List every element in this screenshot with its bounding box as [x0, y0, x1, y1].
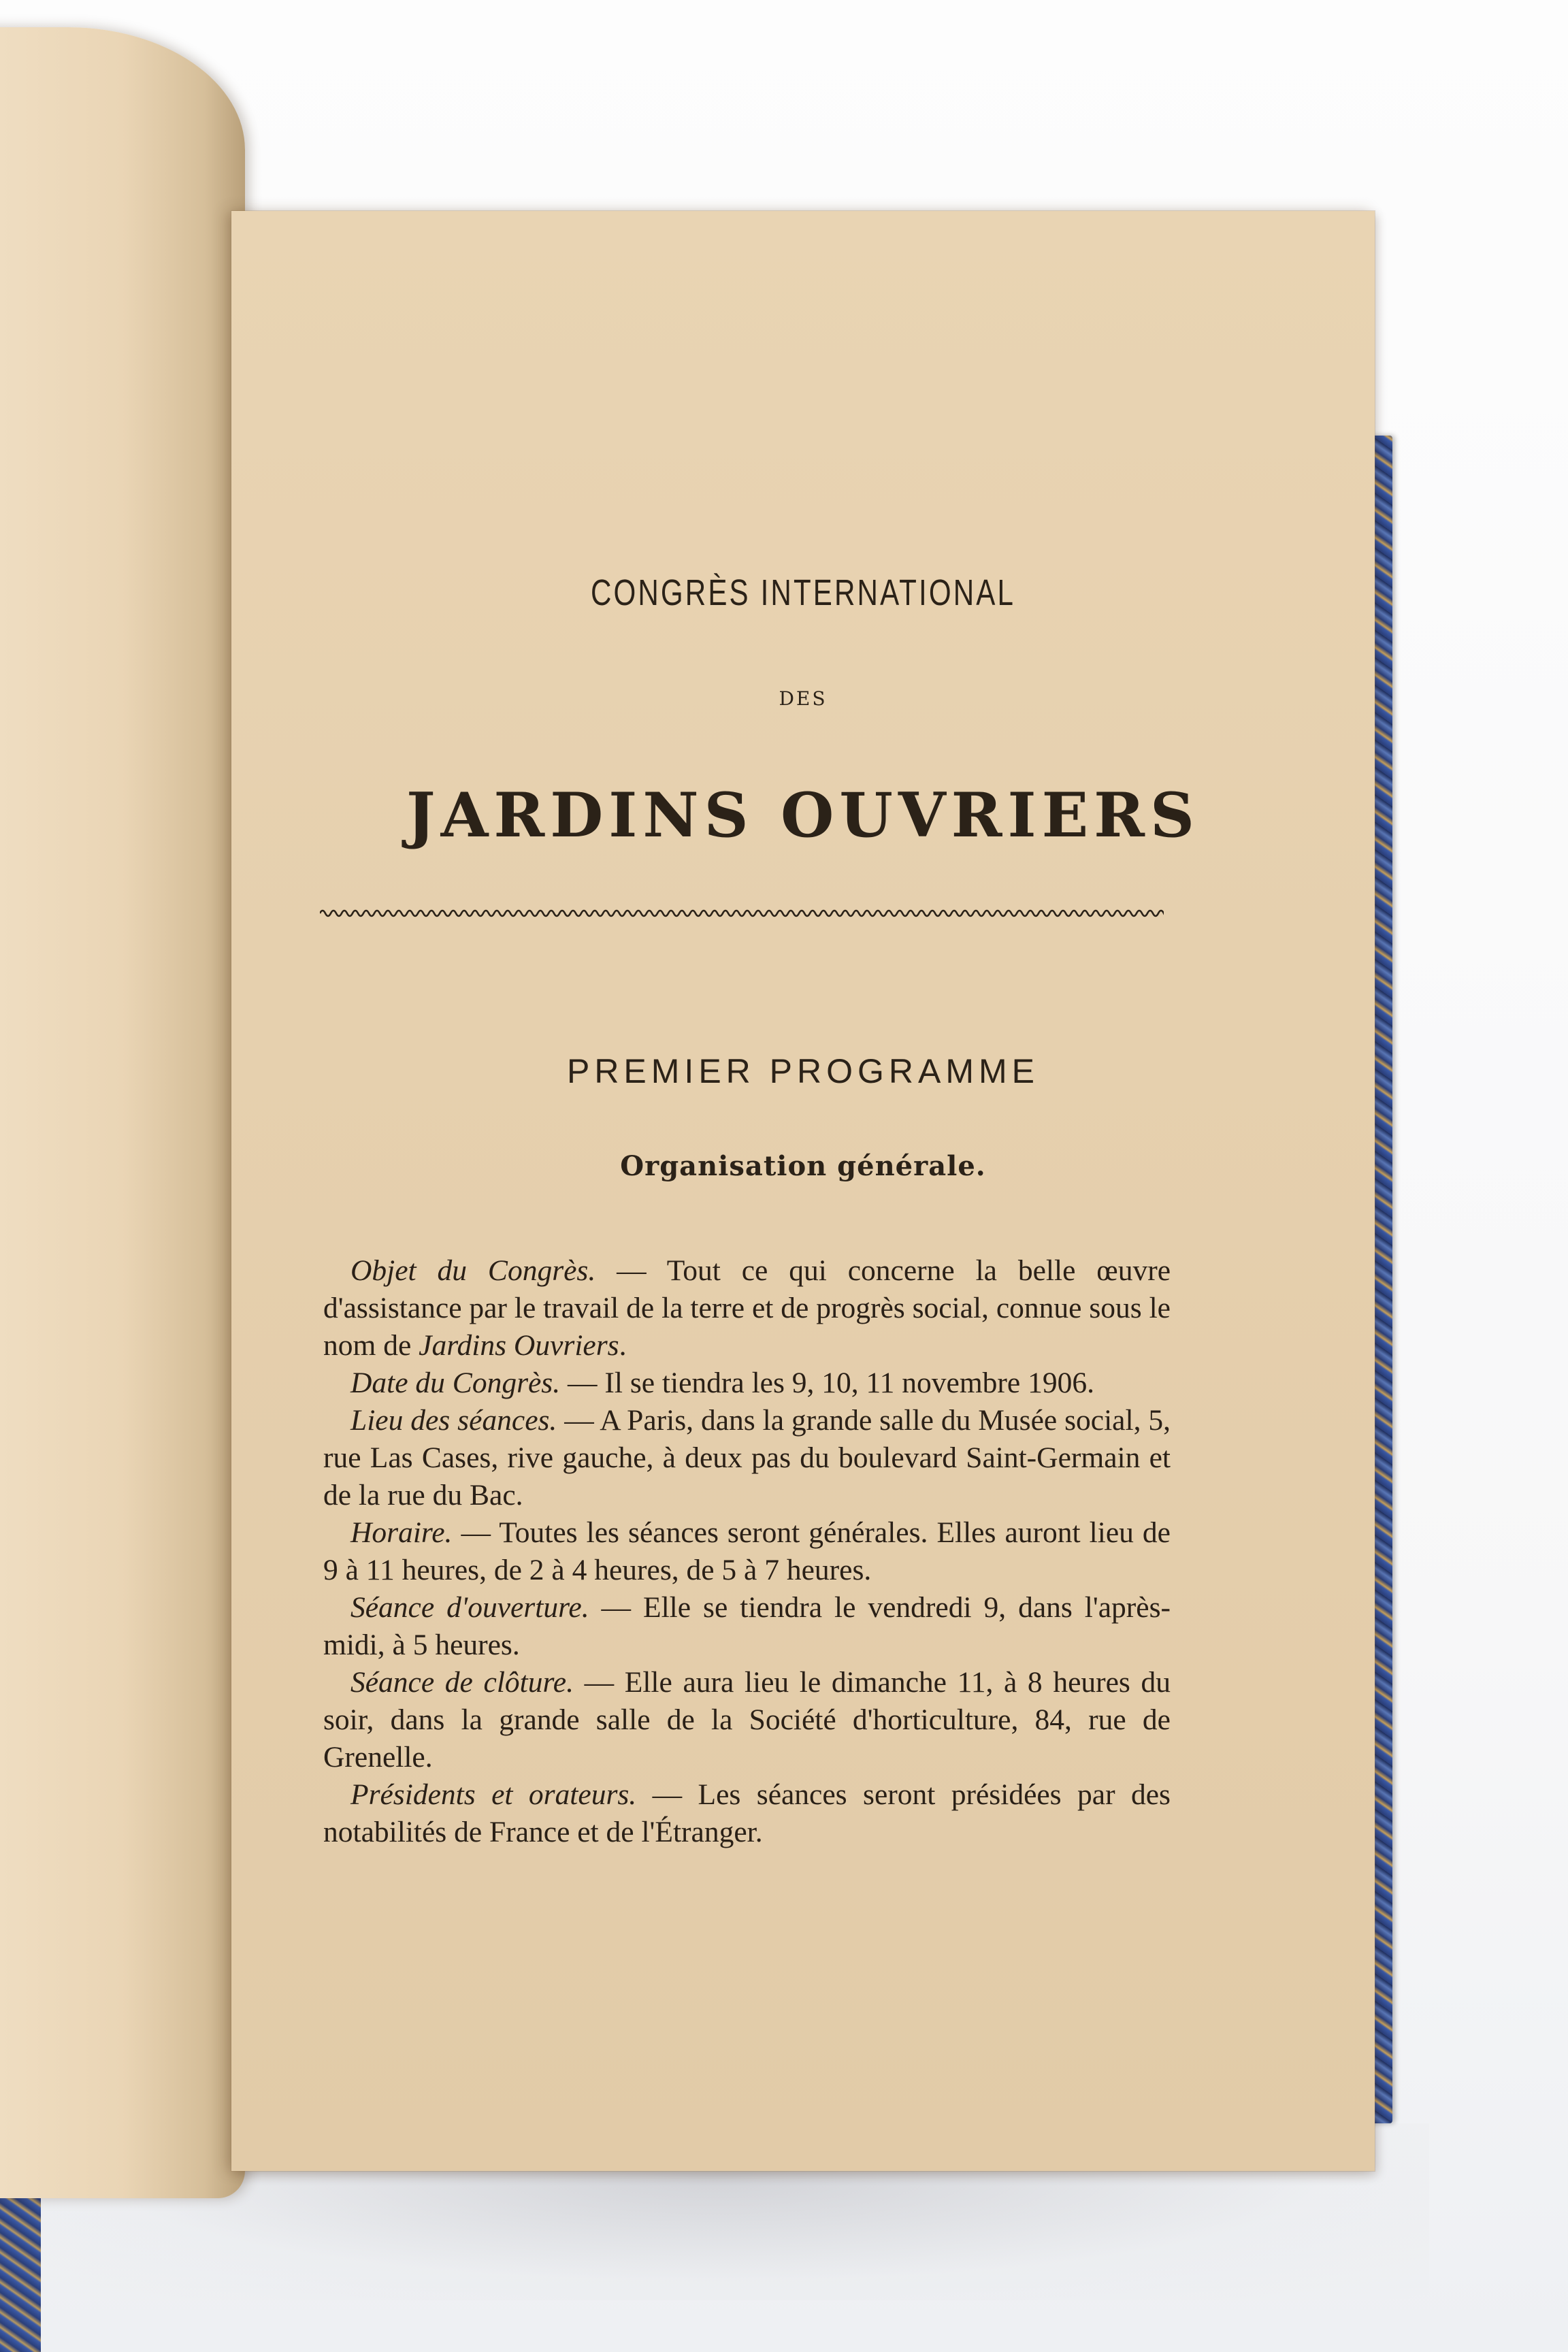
- program-subtitle: Organisation générale.: [620, 1150, 986, 1182]
- paragraph-label: Objet du Congrès.: [350, 1254, 596, 1287]
- paragraph-lieu: [323, 1402, 1171, 1514]
- paragraph-end: .: [619, 1329, 627, 1362]
- paragraph-text: — Elle aura lieu le dimanche 11, à 8 heures du soir, dans la grande salle de la Société d'horticulture, 84, rue de Grenelle.: [323, 1666, 1171, 1774]
- paragraph-label: Séance d'ouverture.: [350, 1591, 589, 1624]
- paragraph-date: [323, 1365, 1171, 1402]
- paragraph-text: — Elle se tiendra le vendredi 9, dans l'après-midi, à 5 heures.: [323, 1591, 1171, 1661]
- paragraph-label: Date du Congrès.: [350, 1367, 561, 1399]
- paragraph-text: — Toutes les séances seront générales. Elles auront lieu de 9 à 11 heures, de 2 à 4 heures, de 5 à 7 heures.: [323, 1516, 1171, 1586]
- book-page: [231, 211, 1375, 2171]
- paragraph-label: Présidents et orateurs.: [350, 1778, 637, 1811]
- program-body: [323, 1252, 1171, 1851]
- paragraph-italic-tail: Jardins Ouvriers: [419, 1329, 619, 1362]
- paragraph-text: — A Paris, dans la grande salle du Musée social, 5, rue Las Cases, rive gauche, à deux pas du boulevard Saint-Germain et de la rue du Bac.: [323, 1404, 1171, 1512]
- paragraph-cloture: [323, 1664, 1171, 1776]
- paragraph-ouverture: [323, 1589, 1171, 1664]
- paragraph-horaire: [323, 1514, 1171, 1589]
- paragraph-presidents: [323, 1776, 1171, 1851]
- header-title-jardins: JARDINS OUVRIERS: [406, 779, 1200, 851]
- facing-page-left: [0, 27, 245, 2198]
- paragraph-label: Séance de clôture.: [350, 1666, 574, 1699]
- program-title: PREMIER PROGRAMME: [566, 1052, 1040, 1090]
- paragraph-label: Horaire.: [350, 1516, 453, 1549]
- page-content: [231, 211, 1375, 2171]
- paragraph-text: — Il se tiendra les 9, 10, 11 novembre 1906.: [560, 1367, 1094, 1399]
- header-line-congres: CONGRÈS INTERNATIONAL: [590, 572, 1016, 613]
- paragraph-text: — Les séances seront présidées par des notabilités de France et de l'Étranger.: [323, 1778, 1171, 1848]
- paragraph-text: — Tout ce qui concerne la belle œuvre d'assistance par le travail de la terre et de progrès social, connue sous le nom de: [323, 1254, 1171, 1362]
- paragraph-label: Lieu des séances.: [350, 1404, 557, 1437]
- paragraph-objet: [323, 1252, 1171, 1365]
- header-line-des: DES: [779, 687, 828, 710]
- wavy-rule: [320, 905, 1164, 921]
